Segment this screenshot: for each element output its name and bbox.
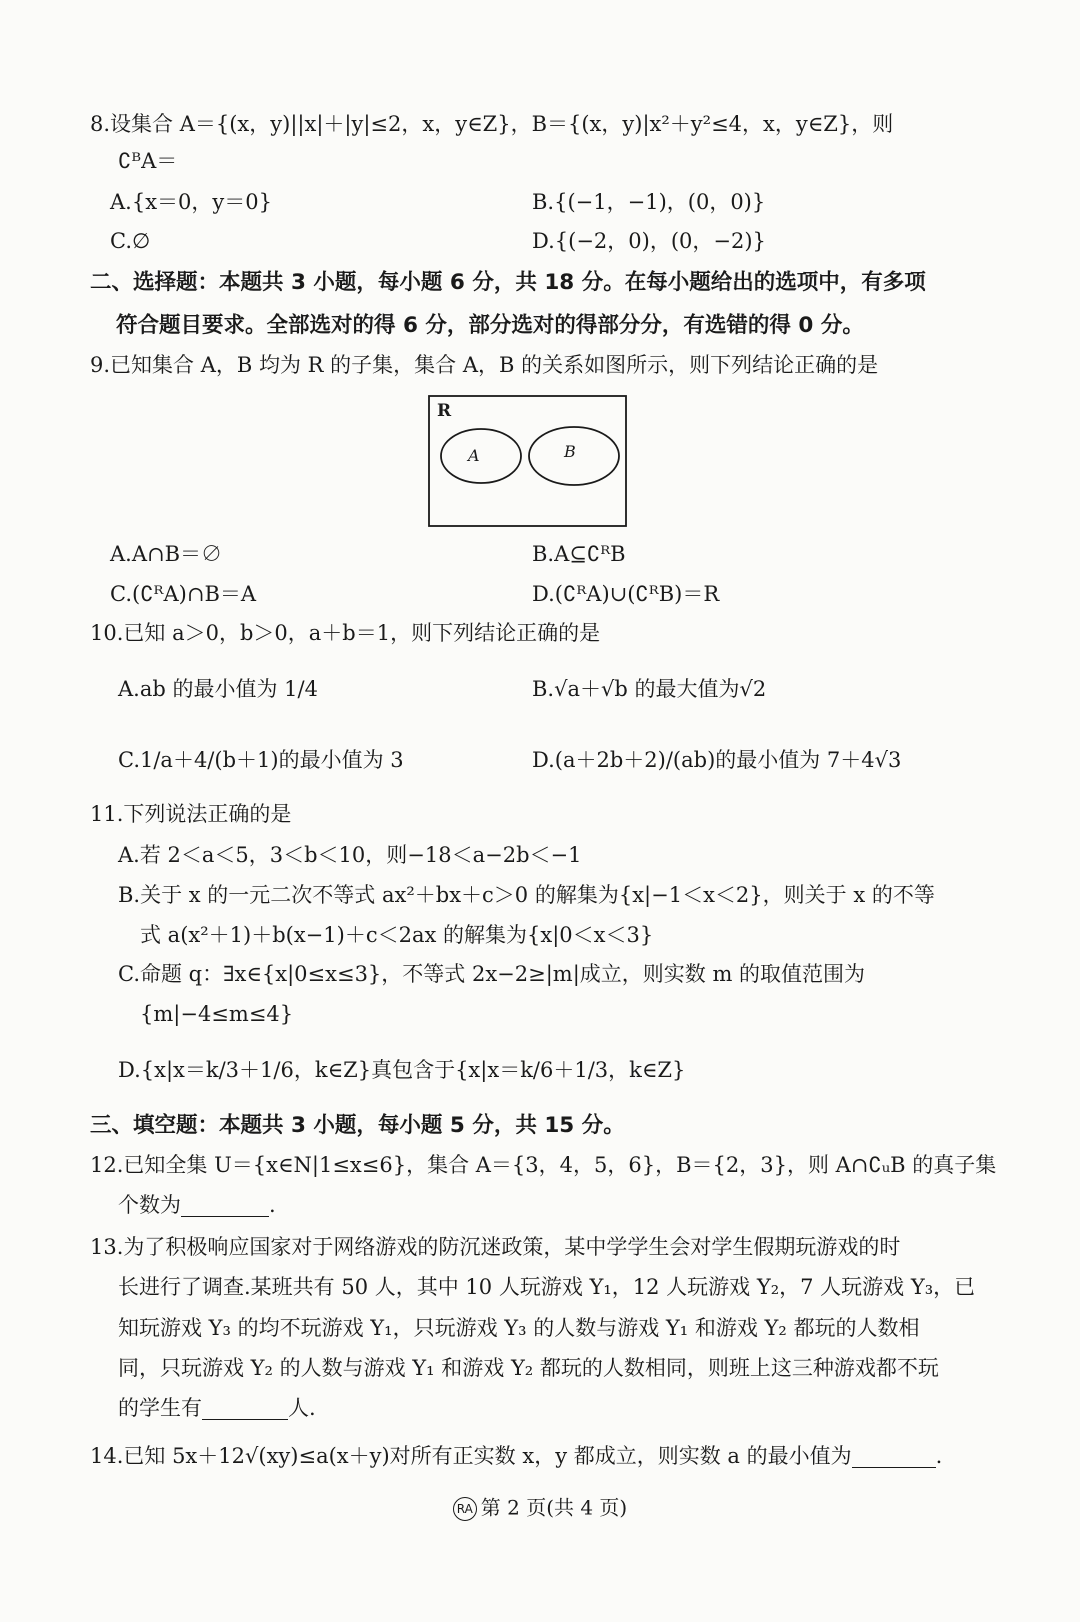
q13-line2: 长进行了调查.某班共有 50 人，其中 10 人玩游戏 Y₁，12 人玩游戏 Y₂，7 人玩游戏 Y₃，已 <box>118 1275 976 1299</box>
q12-answer-blank[interactable] <box>181 1195 269 1217</box>
q13-line1: 13.为了积极响应国家对于网络游戏的防沉迷政策，某中学学生会对学生假期玩游戏的时 <box>90 1235 901 1259</box>
q13-line5-end: 人. <box>288 1396 316 1420</box>
q8-option-d: D.{(−2，0)，(0，−2)} <box>532 229 766 253</box>
section2-heading-line2: 符合题目要求。全部选对的得 6 分，部分选对的得部分分，有选错的得 0 分。 <box>116 313 864 338</box>
q14-line1-text: 14.已知 5x＋12√(xy)≤a(x＋y)对所有正实数 x，y 都成立，则实数 a 的最小值为 <box>90 1444 852 1468</box>
q14-line1-end: . <box>935 1444 943 1468</box>
q10-stem: 10.已知 a＞0，b＞0，a＋b＝1，则下列结论正确的是 <box>90 621 601 645</box>
q8-option-a: A.{x＝0，y＝0} <box>110 190 272 214</box>
q9-option-a: A.A∩B＝∅ <box>110 542 223 566</box>
q10-option-b: B.√a＋√b 的最大值为√2 <box>532 677 767 701</box>
q11-option-a: A.若 2＜a＜5，3＜b＜10，则−18＜a−2b＜−1 <box>118 843 582 867</box>
q14-answer-blank[interactable] <box>852 1446 936 1468</box>
q9-stem: 9.已知集合 A，B 均为 R 的子集，集合 A，B 的关系如图所示，则下列结论正确的是 <box>90 353 879 377</box>
q10-option-d: D.(a＋2b＋2)/(ab)的最小值为 7＋4√3 <box>532 748 902 772</box>
q10-option-a: A.ab 的最小值为 1/4 <box>118 677 318 701</box>
venn-set-a-label: A <box>468 446 480 465</box>
venn-set-b-label: B <box>564 442 576 461</box>
q11-option-c-line1: C.命题 q：∃x∈{x|0≤x≤3}，不等式 2x−2≥|m|成立，则实数 m 的取值范围为 <box>118 962 866 986</box>
venn-universe-box <box>429 396 626 526</box>
q8-option-b: B.{(−1，−1)，(0，0)} <box>532 190 766 214</box>
page-number: 第 2 页(共 4 页) <box>480 1495 628 1520</box>
q14-line1 <box>90 1446 942 1468</box>
q13-line4: 同，只玩游戏 Y₂ 的人数与游戏 Y₁ 和游戏 Y₂ 都玩的人数相同，则班上这三种游戏都不玩 <box>118 1356 939 1380</box>
q11-option-b-line1: B.关于 x 的一元二次不等式 ax²＋bx＋c＞0 的解集为{x|−1＜x＜2}，则关于 x 的不等 <box>118 883 935 907</box>
q13-line5 <box>118 1398 316 1420</box>
q13-line5-text: 的学生有 <box>118 1396 202 1420</box>
q13-line3: 知玩游戏 Y₃ 的均不玩游戏 Y₁，只玩游戏 Y₃ 的人数与游戏 Y₁ 和游戏 Y₂ 都玩的人数相 <box>118 1316 920 1340</box>
q12-line2-end: . <box>269 1193 276 1217</box>
venn-set-a <box>441 429 521 483</box>
q12-line2-text: 个数为 <box>118 1193 181 1217</box>
q9-option-b: B.A⊆∁ᴿB <box>532 542 626 566</box>
q8-stem-line1: 8.设集合 A＝{(x，y)||x|＋|y|≤2，x，y∈Z}，B＝{(x，y)|x²＋y²≤4，x，y∈Z}，则 <box>90 112 894 136</box>
ra-logo-icon: RA <box>453 1497 477 1521</box>
q13-answer-blank[interactable] <box>202 1398 288 1420</box>
q11-option-b-line2: 式 a(x²＋1)＋b(x−1)＋c＜2ax 的解集为{x|0＜x＜3} <box>140 923 654 947</box>
page-footer <box>0 1497 1080 1521</box>
q12-line1: 12.已知全集 U＝{x∈N|1≤x≤6}，集合 A＝{3，4，5，6}，B＝{2，3}，则 A∩∁ᵤB 的真子集 <box>90 1153 997 1177</box>
q11-stem: 11.下列说法正确的是 <box>90 802 292 826</box>
q11-option-c-line2: {m|−4≤m≤4} <box>140 1002 294 1026</box>
section2-heading-line1: 二、选择题：本题共 3 小题，每小题 6 分，共 18 分。在每小题给出的选项中，有多项 <box>90 270 926 295</box>
q9-option-d: D.(∁ᴿA)∪(∁ᴿB)＝R <box>532 582 720 606</box>
q8-option-c: C.∅ <box>110 229 151 253</box>
q10-option-c: C.1/a＋4/(b＋1)的最小值为 3 <box>118 748 404 772</box>
q12-line2 <box>118 1195 276 1217</box>
venn-universe-label: R <box>437 401 452 421</box>
q11-option-d: D.{x|x＝k/3＋1/6，k∈Z}真包含于{x|x＝k/6＋1/3，k∈Z} <box>118 1058 686 1082</box>
venn-diagram <box>428 395 627 527</box>
q9-option-c: C.(∁ᴿA)∩B＝A <box>110 582 257 606</box>
q8-stem-line2: ∁ᴮA＝ <box>118 149 178 173</box>
section3-heading: 三、填空题：本题共 3 小题，每小题 5 分，共 15 分。 <box>90 1113 625 1138</box>
